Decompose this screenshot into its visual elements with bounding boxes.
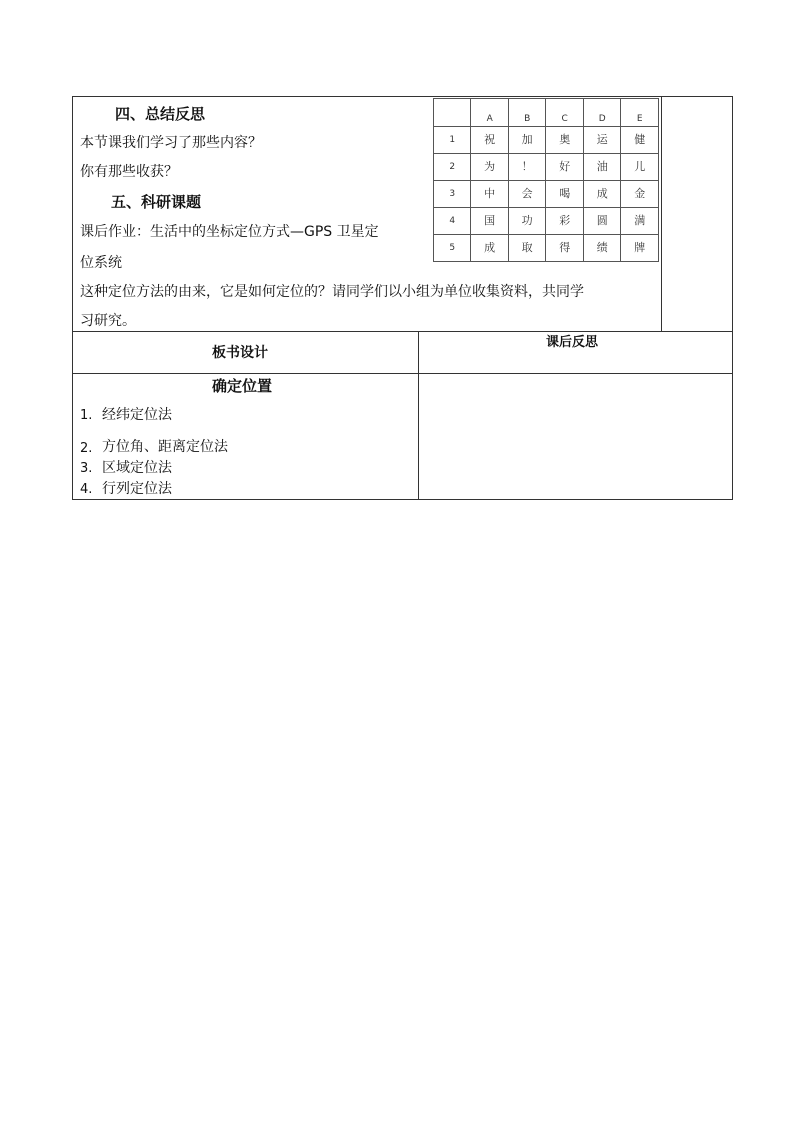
grid-col-header: C <box>546 99 584 127</box>
grid-cell: 功 <box>508 208 546 235</box>
research-line-2: 位系统 <box>80 255 122 271</box>
grid-col-header: A <box>471 99 509 127</box>
table-divider-col <box>418 331 419 500</box>
reflection-header: 课后反思 <box>546 335 599 350</box>
research-line-1: 课后作业：生活中的坐标定位方式—GPS 卫星定 <box>80 224 379 240</box>
grid-cell: 喝 <box>546 181 584 208</box>
grid-cell: 健 <box>621 127 659 154</box>
grid-cell: 圆 <box>583 208 621 235</box>
grid-row-number: 2 <box>434 154 471 181</box>
grid-cell: 满 <box>621 208 659 235</box>
table-divider-right-col <box>661 96 662 331</box>
board-design-header: 板书设计 <box>212 345 268 361</box>
grid-cell: 会 <box>508 181 546 208</box>
board-item-number: 3. <box>80 461 93 476</box>
grid-cell: 儿 <box>621 154 659 181</box>
character-grid <box>433 98 659 262</box>
grid-cell: ！ <box>508 154 546 181</box>
grid-cell: 得 <box>546 235 584 262</box>
grid-row-number: 3 <box>434 181 471 208</box>
grid-col-header: B <box>508 99 546 127</box>
research-line-4: 习研究。 <box>80 313 136 329</box>
grid-cell: 成 <box>471 235 509 262</box>
grid-cell: 油 <box>583 154 621 181</box>
grid-cell: 绩 <box>583 235 621 262</box>
board-title: 确定位置 <box>212 377 273 395</box>
grid-cell: 金 <box>621 181 659 208</box>
board-item-text: 经纬定位法 <box>102 407 172 423</box>
grid-col-header: D <box>583 99 621 127</box>
grid-row <box>434 127 659 154</box>
grid-cell: 国 <box>471 208 509 235</box>
grid-header-row <box>434 99 659 127</box>
grid-cell: 取 <box>508 235 546 262</box>
grid-row-number: 4 <box>434 208 471 235</box>
summary-question-2: 你有那些收获？ <box>80 164 178 180</box>
board-item-text: 方位角、距离定位法 <box>102 439 228 455</box>
grid-row <box>434 235 659 262</box>
summary-question-1: 本节课我们学习了那些内容？ <box>80 135 262 151</box>
grid-cell: 牌 <box>621 235 659 262</box>
grid-cell: 中 <box>471 181 509 208</box>
grid-cell: 为 <box>471 154 509 181</box>
grid-cell: 奥 <box>546 127 584 154</box>
grid-cell: 彩 <box>546 208 584 235</box>
table-divider-row1 <box>72 331 733 332</box>
grid-row-number: 5 <box>434 235 471 262</box>
grid-row-number: 1 <box>434 127 471 154</box>
board-item-number: 2. <box>80 441 93 456</box>
grid-row <box>434 208 659 235</box>
summary-heading: 四、总结反思 <box>115 105 206 123</box>
board-item-text: 行列定位法 <box>102 481 172 497</box>
grid-cell: 运 <box>583 127 621 154</box>
board-item-text: 区域定位法 <box>102 460 172 476</box>
grid-cell: 好 <box>546 154 584 181</box>
board-item-number: 1. <box>80 408 93 423</box>
grid-col-header: E <box>621 99 659 127</box>
research-heading: 五、科研课题 <box>111 193 202 211</box>
research-line-3: 这种定位方法的由来，它是如何定位的？请同学们以小组为单位收集资料，共同学 <box>80 284 584 300</box>
grid-corner-cell <box>434 99 471 127</box>
grid-cell: 成 <box>583 181 621 208</box>
grid-row <box>434 181 659 208</box>
grid-row <box>434 154 659 181</box>
table-divider-row2 <box>72 373 733 374</box>
board-item-number: 4. <box>80 482 93 497</box>
grid-cell: 祝 <box>471 127 509 154</box>
grid-cell: 加 <box>508 127 546 154</box>
